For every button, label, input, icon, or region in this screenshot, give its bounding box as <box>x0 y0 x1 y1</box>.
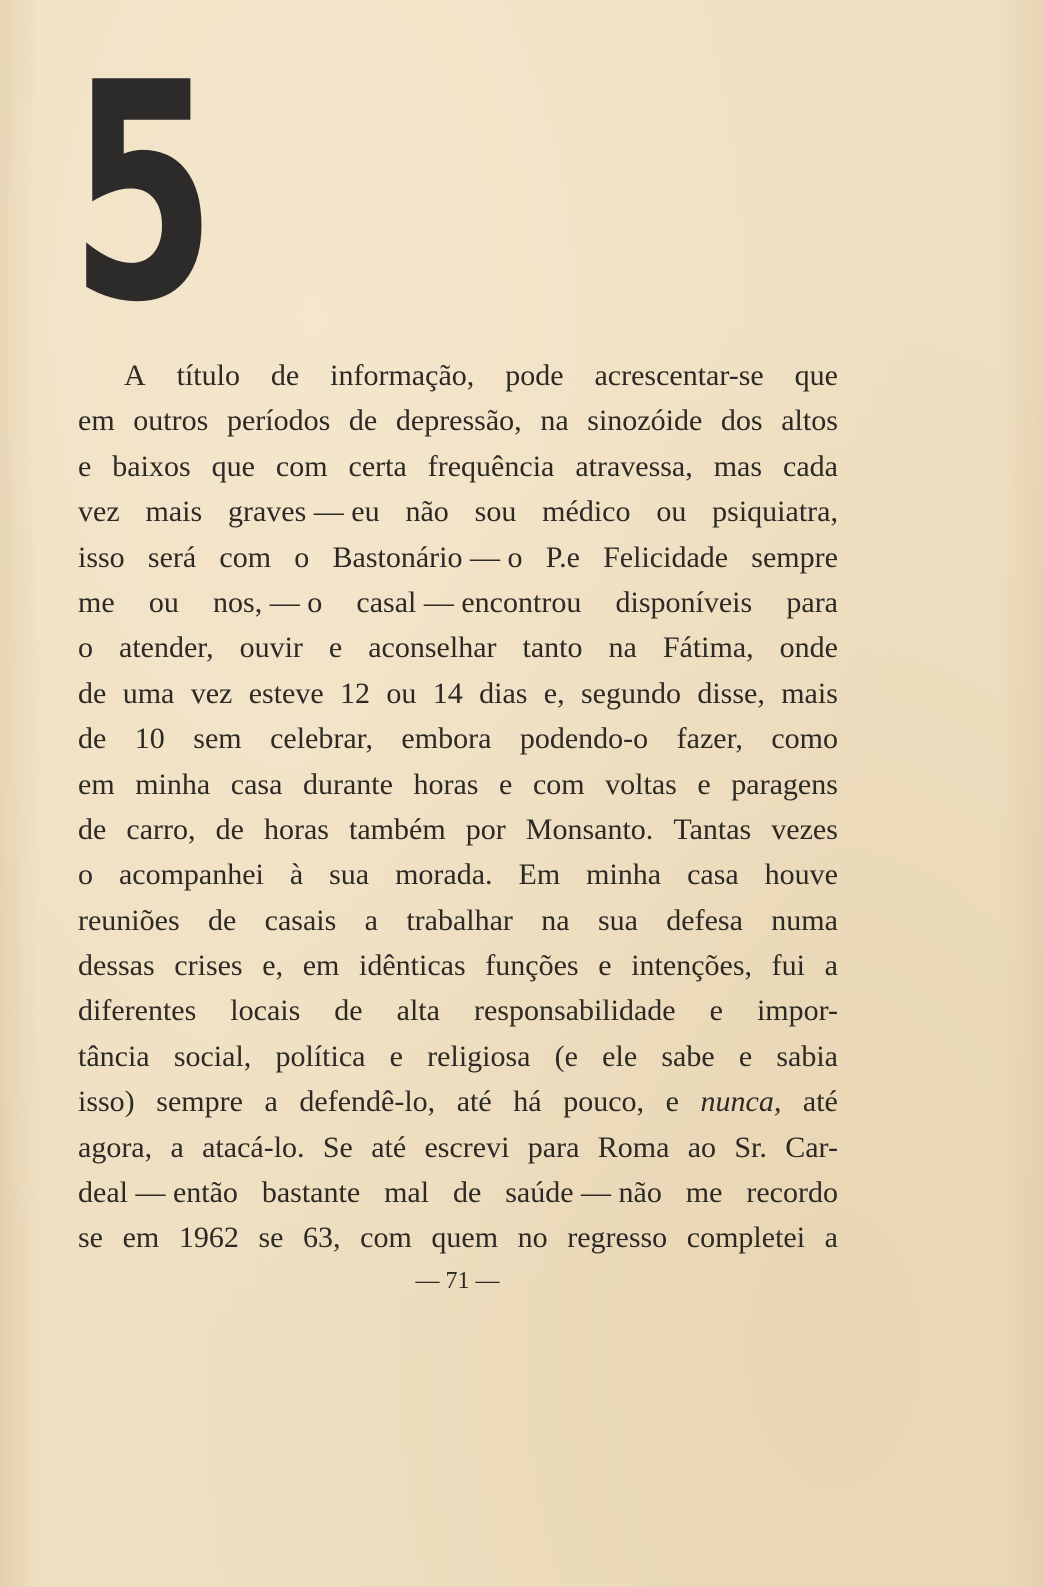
text-line: de 10 sem celebrar, embora podendo-o fazer, como <box>78 722 838 756</box>
text-line: de carro, de horas também por Monsanto. Tantas vezes <box>78 812 838 846</box>
italic-emphasis: nunca, <box>700 1085 782 1119</box>
text-line: me ou nos, — o casal — encontrou disponíveis para <box>78 585 838 619</box>
text-line: isso será com o Bastonário — o P.e Felicidade sempre <box>78 540 838 574</box>
text-line: em outros períodos de depressão, na sinozóide dos altos <box>78 404 838 438</box>
text-line: o acompanhei à sua morada. Em minha casa houve <box>78 858 838 892</box>
text-line: agora, a atacá-lo. Se até escrevi para Roma ao Sr. Car- <box>78 1130 838 1164</box>
text-line: reuniões de casais a trabalhar na sua defesa numa <box>78 903 838 937</box>
text-line: de uma vez esteve 12 ou 14 dias e, segundo disse, mais <box>78 676 838 710</box>
text-line: tância social, política e religiosa (e ele sabe e sabia <box>78 1039 838 1073</box>
text-line: em minha casa durante horas e com voltas e paragens <box>78 767 838 801</box>
page-number: — 71 — <box>415 1268 500 1294</box>
text-line: se em 1962 se 63, com quem no regresso completei a <box>78 1221 838 1255</box>
text-line: isso) sempre a defendê-lo, até há pouco, e nunca, até <box>78 1079 838 1124</box>
body-paragraph <box>78 353 838 1261</box>
text-line: e baixos que com certa frequência atravessa, mas cada <box>78 449 838 483</box>
text-line: vez mais graves — eu não sou médico ou psiquiatra, <box>78 495 838 529</box>
text-line: A título de informação, pode acrescentar-se que <box>124 359 838 392</box>
text-line: diferentes locais de alta responsabilidade e impor- <box>78 994 838 1028</box>
chapter-number: 5 <box>70 19 217 368</box>
text-line: deal — então bastante mal de saúde — não me recordo <box>78 1176 838 1210</box>
text-line: dessas crises e, em idênticas funções e intenções, fui a <box>78 949 838 983</box>
text-line: o atender, ouvir e aconselhar tanto na Fátima, onde <box>78 631 838 665</box>
